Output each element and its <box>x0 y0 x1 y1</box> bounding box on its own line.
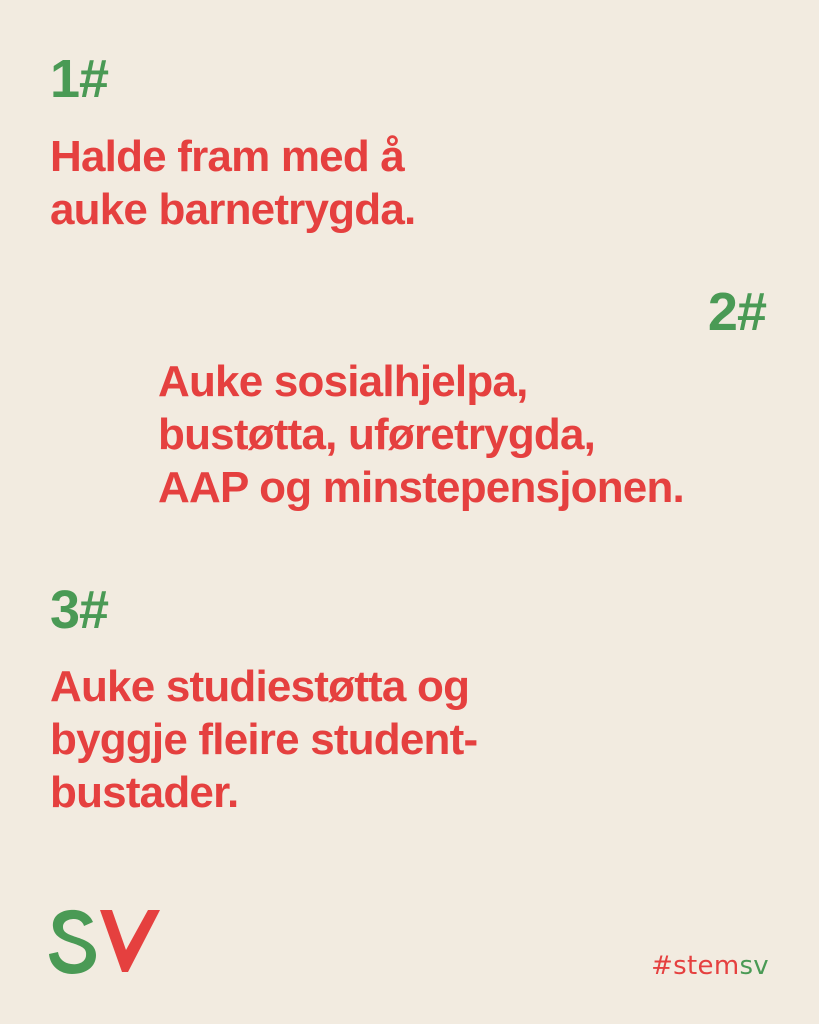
item-3-text: Auke studiestøtta og byggje fleire student- bustader. <box>50 662 478 817</box>
hashtag <box>651 951 769 981</box>
logo-s-letter <box>49 910 96 974</box>
item-2-text: Auke sosialhjelpa, bustøtta, uføretrygda, AAP og minstepensjonen. <box>158 357 684 512</box>
hashtag-prefix: #stem <box>651 951 740 981</box>
item-3-number: 3# <box>50 580 109 640</box>
item-2-number: 2# <box>707 282 766 342</box>
sv-logo-icon <box>48 906 160 976</box>
hashtag-suffix: sv <box>739 951 769 981</box>
item-1-number: 1# <box>50 49 109 109</box>
item-1-text: Halde fram med å auke barnetrygda. <box>50 132 416 234</box>
logo-v-letter <box>100 910 160 972</box>
